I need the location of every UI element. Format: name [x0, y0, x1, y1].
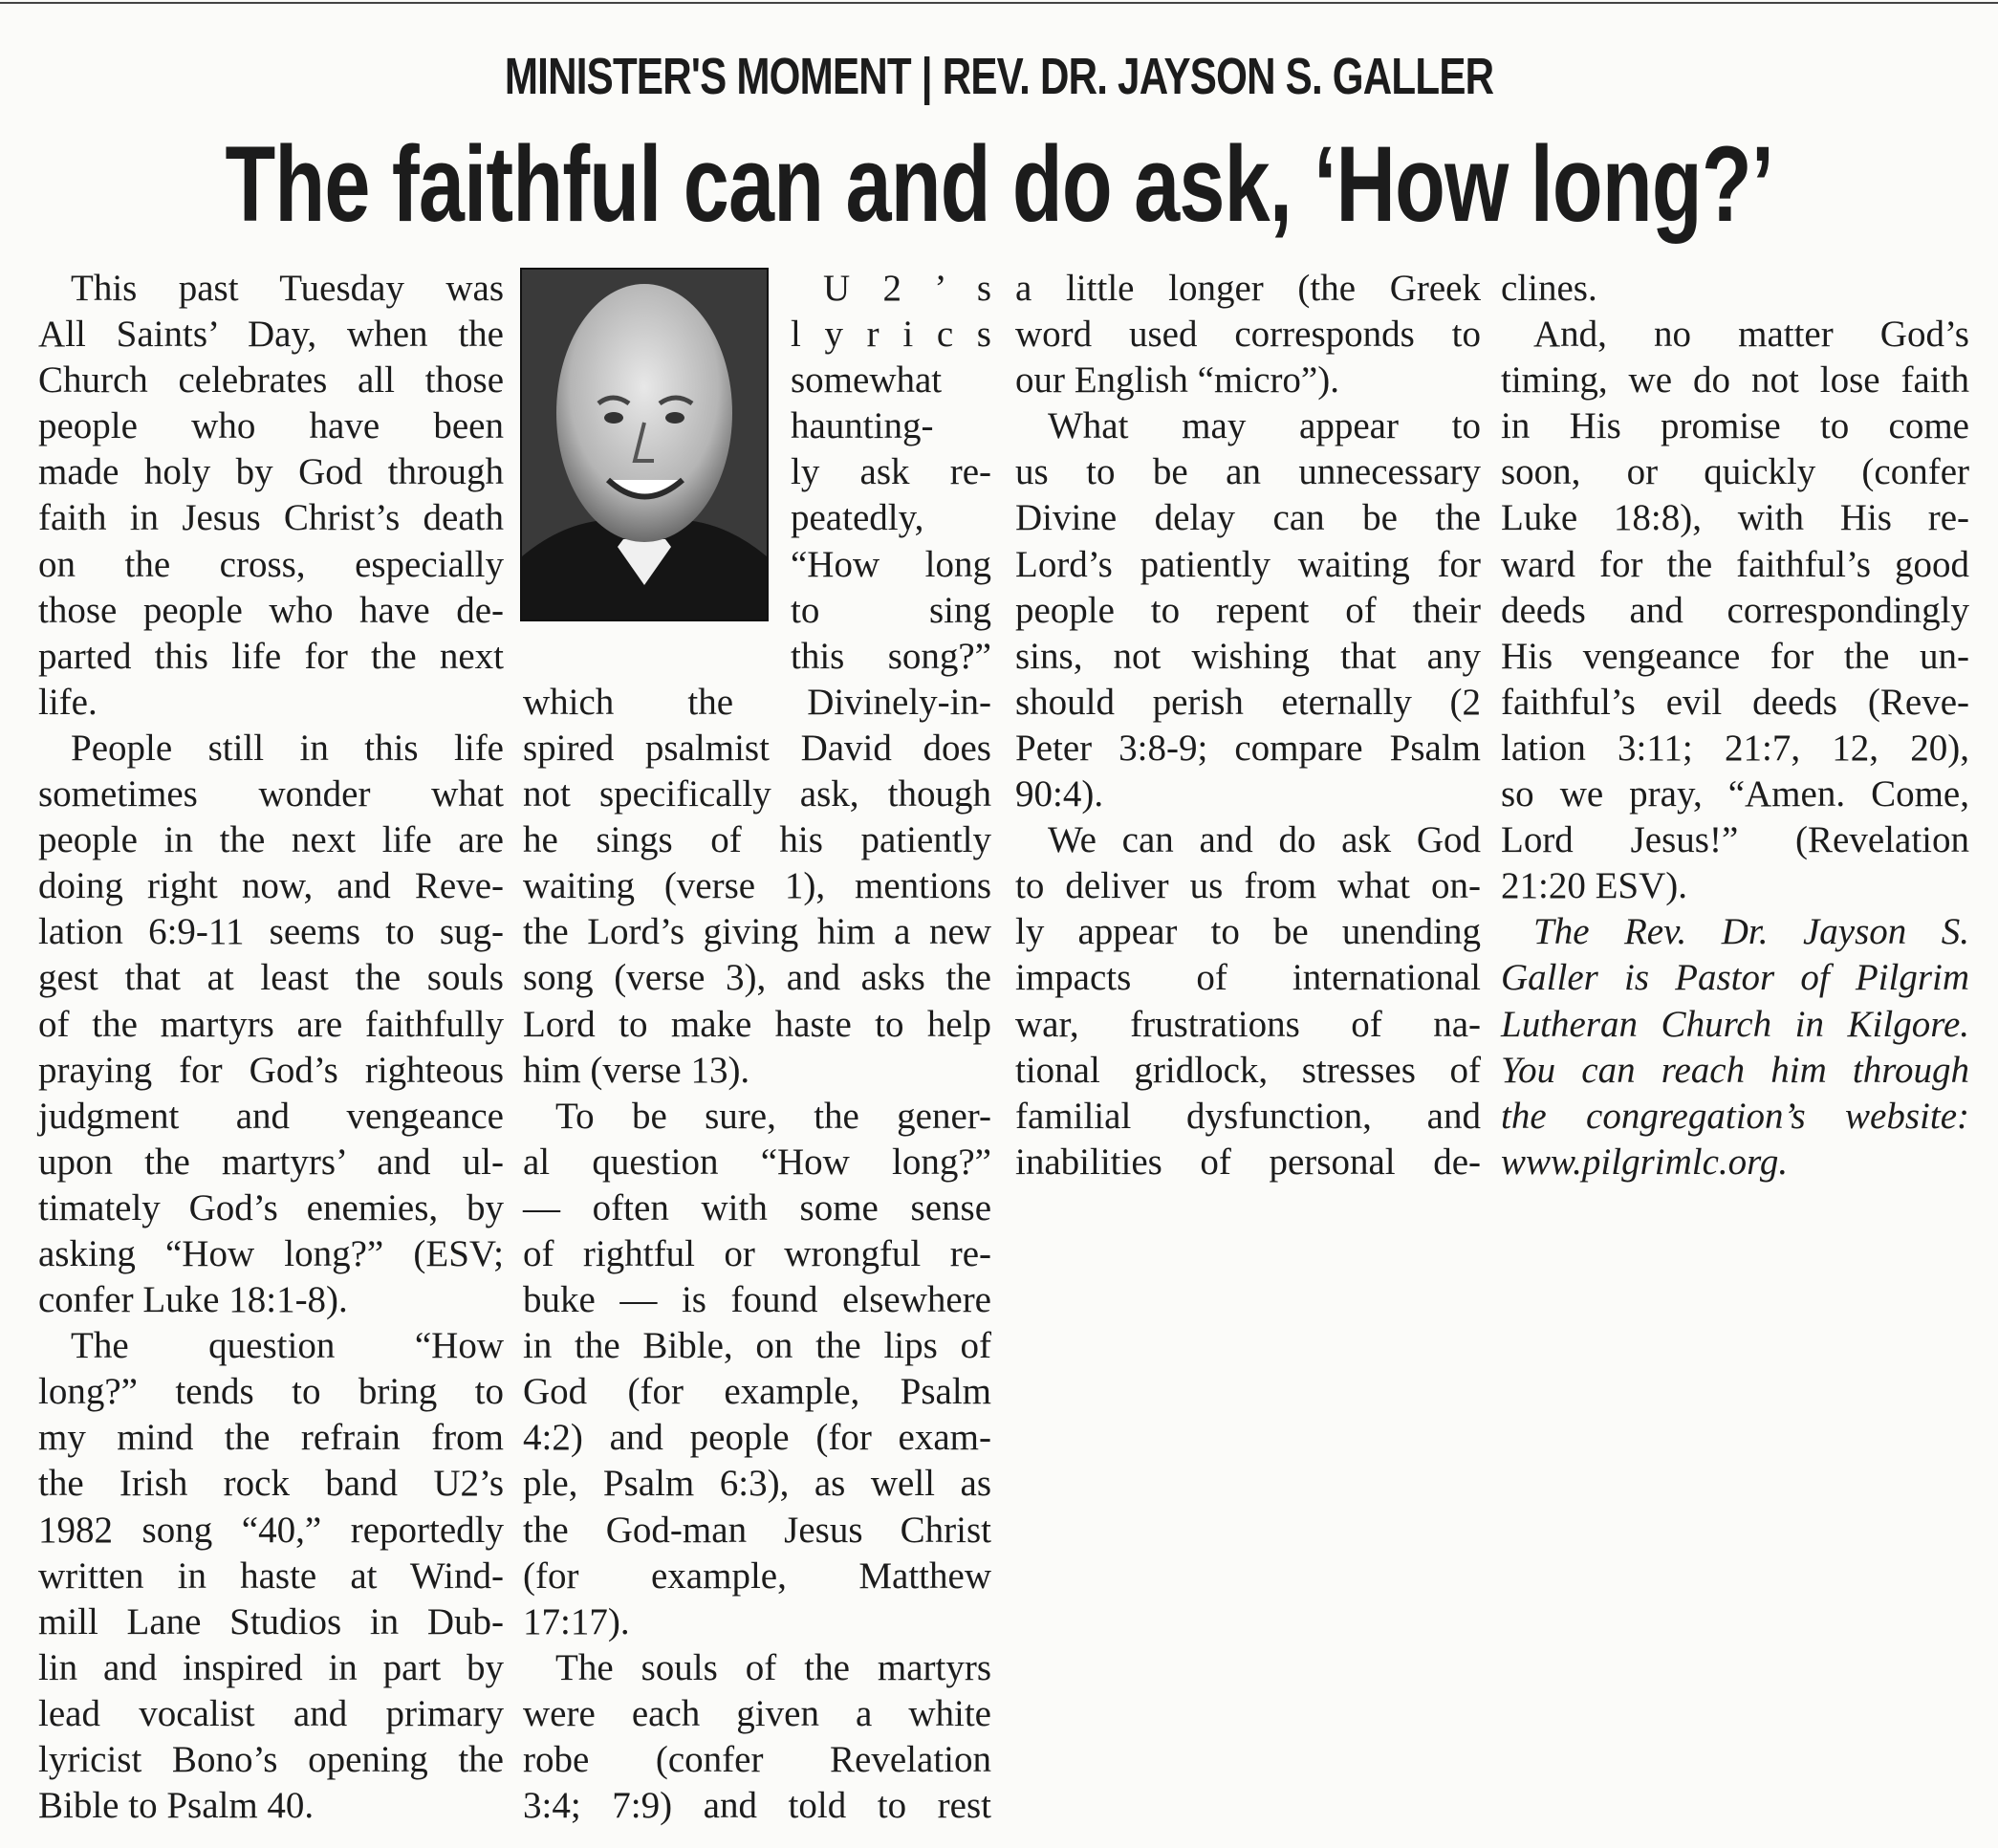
text-line-content: deeds and correspondingly [1501, 589, 1969, 631]
headline: The faithful can and do ask, ‘How long?’ [225, 124, 1773, 244]
text-line [523, 1277, 991, 1323]
paragraph [1501, 312, 1969, 909]
text-line [38, 1323, 504, 1369]
text-line [38, 1048, 504, 1094]
text-line-content: al question “How long?” [523, 1141, 991, 1183]
text-line-content: 1982 song “40,” reportedly [38, 1509, 504, 1551]
text-line-content: parted this life for the next [38, 635, 504, 677]
text-line [791, 358, 991, 403]
text-line [38, 449, 504, 495]
text-line [38, 1185, 504, 1231]
text-line [523, 1737, 991, 1783]
text-line [791, 266, 991, 312]
text-line-content: my mind the refrain from [38, 1417, 504, 1459]
text-line [523, 1002, 991, 1048]
text-line [1015, 817, 1481, 863]
text-line [1015, 542, 1481, 588]
text-line [1015, 680, 1481, 726]
text-line-content: spired psalmist David does [523, 727, 991, 769]
text-line [1015, 863, 1481, 909]
paragraph [523, 266, 991, 680]
text-line-content: people in the next life are [38, 819, 504, 861]
paragraph [523, 1645, 991, 1829]
text-line-content: the God-man Jesus Christ [523, 1509, 991, 1551]
text-line-content: the congregation’s website: [1501, 1095, 1969, 1137]
text-line [1501, 403, 1969, 449]
text-line-content: peatedly, [791, 497, 924, 539]
text-line-content: to sing [791, 589, 991, 631]
text-line-content: The souls of the martyrs [555, 1646, 991, 1688]
text-line-content: 17:17). [523, 1600, 630, 1642]
text-line-content: ly ask re- [791, 451, 991, 493]
text-line-content: in His promise to come [1501, 405, 1969, 447]
text-line-content: those people who have de- [38, 589, 504, 631]
text-line-content: Luke 18:8), with His re- [1501, 497, 1969, 539]
text-line [1015, 772, 1481, 817]
text-line-content: upon the martyrs’ and ul- [38, 1141, 504, 1183]
text-line [1015, 495, 1481, 541]
text-line-content: sometimes wonder what [38, 773, 504, 815]
text-line [791, 403, 991, 449]
text-line [38, 1140, 504, 1185]
text-line [523, 1231, 991, 1277]
text-line-content: sins, not wishing that any [1015, 635, 1481, 677]
text-line [1501, 1002, 1969, 1048]
text-line [38, 726, 504, 772]
text-line [1501, 266, 1969, 312]
text-line-content: should perish eternally (2 [1015, 681, 1481, 723]
text-line [38, 1369, 504, 1415]
text-line [791, 449, 991, 495]
text-line [38, 1277, 504, 1323]
text-line [38, 863, 504, 909]
text-line-content: lyricist Bono’s opening the [38, 1739, 504, 1780]
paragraph [523, 680, 991, 1094]
text-line [38, 1599, 504, 1645]
text-line-content: this song?” [791, 635, 991, 677]
paragraph [1501, 266, 1969, 312]
paragraph [1015, 266, 1481, 403]
text-line [1501, 772, 1969, 817]
text-line-content: so we pray, “Amen. Come, [1501, 773, 1969, 815]
text-line-content: judgment and vengeance [38, 1095, 504, 1137]
text-line [791, 542, 991, 588]
text-line-content: U 2 ’ s [823, 268, 991, 309]
text-line [38, 1645, 504, 1691]
text-line-content: on the cross, especially [38, 543, 504, 585]
text-line [791, 634, 991, 680]
text-line-content: mill Lane Studios in Dub- [38, 1600, 504, 1642]
text-line [1015, 403, 1481, 449]
text-line [523, 955, 991, 1001]
text-line-content: inabilities of personal de- [1015, 1141, 1481, 1183]
text-line [38, 403, 504, 449]
text-line [523, 817, 991, 863]
text-line-content: — often with some sense [523, 1186, 991, 1228]
text-line-content: And, no matter God’s [1533, 314, 1969, 356]
text-line-content: our English “micro”). [1015, 359, 1339, 402]
text-line-content: not specifically ask, though [523, 773, 991, 815]
text-line-content: You can reach him through [1501, 1049, 1969, 1091]
text-line-content: tional gridlock, stresses of [1015, 1049, 1481, 1091]
text-line-content: The question “How [71, 1325, 504, 1367]
text-line-content: lead vocalist and primary [38, 1692, 504, 1734]
text-line-content: the Irish rock band U2’s [38, 1463, 504, 1505]
text-line-content: The Rev. Dr. Jayson S. [1533, 911, 1969, 953]
text-line [1501, 817, 1969, 863]
text-line-content: faith in Jesus Christ’s death [38, 497, 504, 539]
text-line-content: ward for the faithful’s good [1501, 543, 1969, 585]
text-line [38, 909, 504, 955]
text-line-content: buke — is found elsewhere [523, 1279, 991, 1321]
text-line [1015, 634, 1481, 680]
text-line [523, 1599, 991, 1645]
text-line [523, 1140, 991, 1185]
text-line-content: This past Tuesday was [71, 268, 504, 309]
text-line [1501, 358, 1969, 403]
text-line-content: lation 6:9-11 seems to sug- [38, 911, 504, 953]
text-line-content: word used corresponds to [1015, 314, 1481, 356]
text-line-content: ple, Psalm 6:3), as well as [523, 1463, 991, 1505]
text-line-content: waiting (verse 1), mentions [523, 865, 991, 907]
text-line [523, 909, 991, 955]
text-line-content: lin and inspired in part by [38, 1646, 504, 1688]
text-line [1015, 312, 1481, 358]
text-line [38, 955, 504, 1001]
text-line [1501, 634, 1969, 680]
text-line [791, 495, 991, 541]
paragraph [1015, 817, 1481, 1185]
text-line-content: www.pilgrimlc.org. [1501, 1141, 1789, 1183]
text-line-content: of the martyrs are faithfully [38, 1003, 504, 1045]
text-line-content: Church celebrates all those [38, 359, 504, 402]
text-line-content: written in haste at Wind- [38, 1554, 504, 1597]
text-line [38, 1415, 504, 1461]
text-line [1015, 358, 1481, 403]
text-line-content: the Lord’s giving him a new [523, 911, 991, 953]
text-line [38, 1002, 504, 1048]
text-line [38, 817, 504, 863]
text-line [1015, 1048, 1481, 1094]
text-line-content: which the Divinely-in- [523, 681, 991, 723]
text-line [1501, 863, 1969, 909]
text-line-content: war, frustrations of na- [1015, 1003, 1481, 1045]
text-line-content: soon, or quickly (confer [1501, 451, 1969, 493]
text-line [38, 634, 504, 680]
article-column-2 [523, 266, 991, 1829]
text-line-content: “How long [791, 543, 991, 585]
text-line [523, 1508, 991, 1554]
text-line [1501, 542, 1969, 588]
text-line [1501, 312, 1969, 358]
top-rule [0, 2, 1998, 4]
article-column-4 [1501, 266, 1969, 1185]
paragraph [523, 1094, 991, 1645]
text-line-content: doing right now, and Reve- [38, 865, 504, 907]
text-line [523, 772, 991, 817]
text-line [791, 312, 991, 358]
text-line-content: All Saints’ Day, when the [38, 314, 504, 356]
text-line-content: l y r i c s [791, 314, 991, 356]
text-line [38, 1094, 504, 1140]
text-line-content: 90:4). [1015, 773, 1104, 815]
text-line-content: long?” tends to bring to [38, 1371, 504, 1413]
article-column-1 [38, 266, 504, 1829]
text-line-content: praying for God’s righteous [38, 1049, 504, 1091]
text-line [523, 726, 991, 772]
text-line [38, 495, 504, 541]
text-line [1501, 726, 1969, 772]
text-line [1501, 909, 1969, 955]
text-line [1501, 1094, 1969, 1140]
text-line-content: To be sure, the gener- [555, 1095, 991, 1137]
text-line-content: 21:20 ESV). [1501, 865, 1687, 907]
text-line [1015, 449, 1481, 495]
text-line [38, 772, 504, 817]
text-line [1501, 1140, 1969, 1185]
text-line [38, 1461, 504, 1507]
text-line [1015, 1094, 1481, 1140]
text-line [38, 266, 504, 312]
text-line-content: people who have been [38, 405, 504, 447]
text-line-content: Lord to make haste to help [523, 1003, 991, 1045]
text-line-content: His vengeance for the un- [1501, 635, 1969, 677]
text-line [38, 1231, 504, 1277]
text-line-content: somewhat [791, 359, 943, 402]
text-line-content: in the Bible, on the lips of [523, 1325, 991, 1367]
text-line-content: Lord’s patiently waiting for [1015, 543, 1481, 585]
text-line [523, 1048, 991, 1094]
article-column-3 [1015, 266, 1481, 1185]
text-line-content: to deliver us from what on- [1015, 865, 1481, 907]
text-line [1501, 588, 1969, 634]
text-line [1501, 955, 1969, 1001]
text-line-content: faithful’s evil deeds (Reve- [1501, 681, 1969, 723]
text-line [1501, 449, 1969, 495]
text-line [1501, 680, 1969, 726]
paragraph [1015, 403, 1481, 817]
text-line [523, 863, 991, 909]
text-line [38, 1554, 504, 1599]
text-line-content: 3:4; 7:9) and told to rest [523, 1785, 991, 1827]
paragraph [38, 1323, 504, 1829]
text-line [523, 1645, 991, 1691]
text-line-content: of rightful or wrongful re- [523, 1232, 991, 1274]
text-line [523, 1461, 991, 1507]
text-line-content: were each given a white [523, 1692, 991, 1734]
text-line [38, 1783, 504, 1829]
text-line-content: timing, we do not lose faith [1501, 359, 1969, 402]
text-line [523, 1691, 991, 1737]
text-line [38, 1508, 504, 1554]
text-line-content: Bible to Psalm 40. [38, 1785, 315, 1827]
text-line-content: haunting- [791, 405, 934, 447]
text-line-content: 4:2) and people (for exam- [523, 1417, 991, 1459]
text-line [38, 358, 504, 403]
text-line [523, 680, 991, 726]
text-line-content: a little longer (the Greek [1015, 268, 1481, 309]
paragraph [38, 726, 504, 1323]
text-line-content: Galler is Pastor of Pilgrim [1501, 957, 1969, 999]
text-line [1015, 1002, 1481, 1048]
text-line-content: asking “How long?” (ESV; [38, 1232, 504, 1274]
text-line [523, 1415, 991, 1461]
text-line [523, 1323, 991, 1369]
text-line-content: robe (confer Revelation [523, 1739, 991, 1780]
text-line [1015, 588, 1481, 634]
text-line-content: familial dysfunction, and [1015, 1095, 1481, 1137]
text-line [38, 312, 504, 358]
text-line-content: We can and do ask God [1048, 819, 1481, 861]
text-line-content: What may appear to [1048, 405, 1481, 447]
text-line-content: people to repent of their [1015, 589, 1481, 631]
text-line-content: timately God’s enemies, by [38, 1186, 504, 1228]
text-line [1015, 266, 1481, 312]
text-line [1501, 495, 1969, 541]
text-line [523, 1094, 991, 1140]
text-line [1501, 1048, 1969, 1094]
text-line-content: ly appear to be unending [1015, 911, 1481, 953]
text-line-content: gest that at least the souls [38, 957, 504, 999]
text-line [791, 588, 991, 634]
text-line [523, 1185, 991, 1231]
author-bio [1501, 909, 1969, 1185]
text-line [523, 1369, 991, 1415]
text-line [1015, 1140, 1481, 1185]
column-kicker: MINISTER'S MOMENT | REV. DR. JAYSON S. GALLER [504, 48, 1494, 105]
text-line [38, 542, 504, 588]
text-line-content: lation 3:11; 21:7, 12, 20), [1501, 727, 1969, 769]
text-line-content: him (verse 13). [523, 1049, 750, 1091]
text-line-content: song (verse 3), and asks the [523, 957, 991, 999]
text-line-content: life. [38, 681, 98, 723]
text-line-content: God (for example, Psalm [523, 1371, 991, 1413]
text-line [523, 1554, 991, 1599]
text-line-content: Lutheran Church in Kilgore. [1501, 1003, 1969, 1045]
text-line-content: confer Luke 18:1-8). [38, 1279, 348, 1321]
text-line [1015, 955, 1481, 1001]
text-line [1015, 909, 1481, 955]
text-line [38, 588, 504, 634]
paragraph [38, 266, 504, 726]
text-line [1015, 726, 1481, 772]
text-line [38, 1691, 504, 1737]
text-line [38, 680, 504, 726]
text-line-content: impacts of international [1015, 957, 1481, 999]
text-line [38, 1737, 504, 1783]
text-line-content: (for example, Matthew [523, 1554, 991, 1597]
text-line-content: People still in this life [71, 727, 504, 769]
text-line-content: he sings of his patiently [523, 819, 991, 861]
text-line-content: Peter 3:8-9; compare Psalm [1015, 727, 1481, 769]
text-line-content: Divine delay can be the [1015, 497, 1481, 539]
text-line-content: us to be an unnecessary [1015, 451, 1481, 493]
text-line-content: Lord Jesus!” (Revelation [1501, 819, 1969, 861]
text-line [523, 1783, 991, 1829]
text-line-content: clines. [1501, 268, 1597, 309]
text-line-content: made holy by God through [38, 451, 504, 493]
